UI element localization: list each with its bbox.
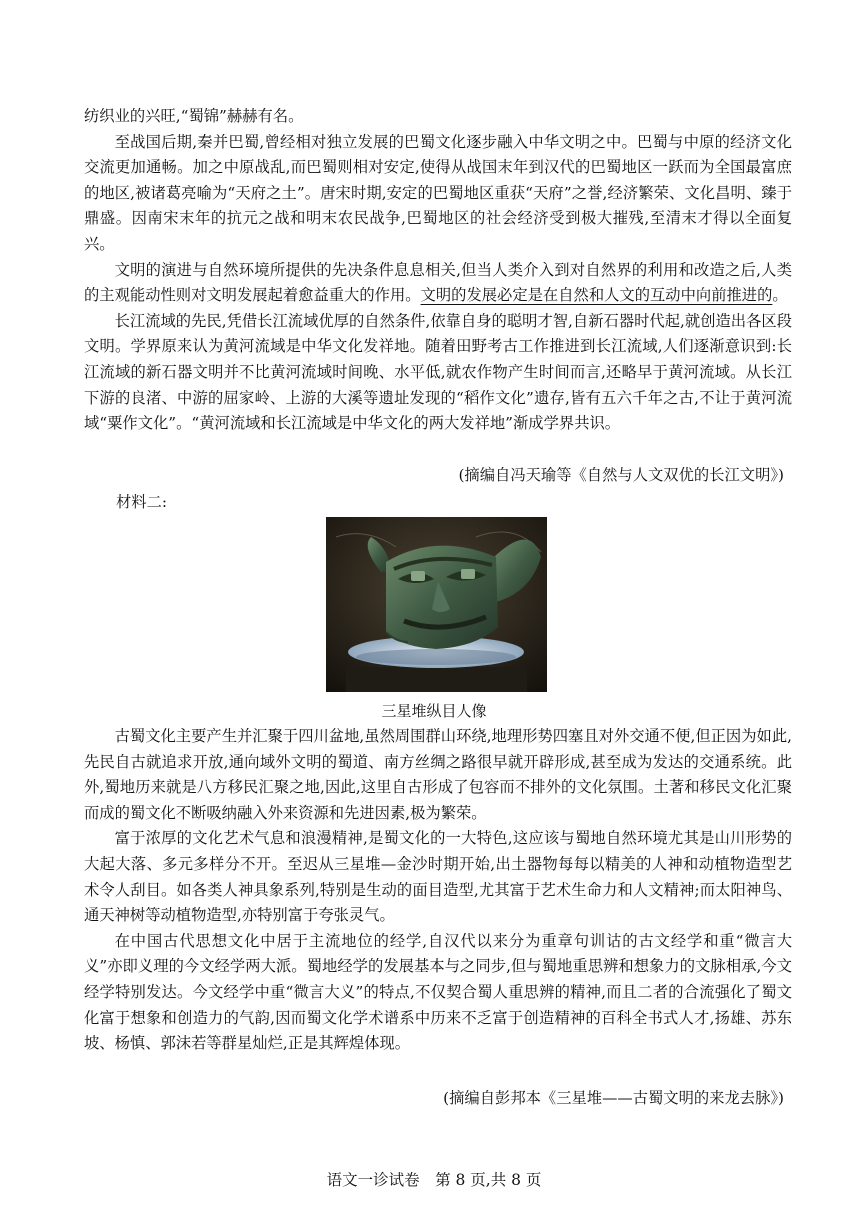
page-footer: 语文一诊试卷 第 8 页,共 8 页 xyxy=(326,1171,542,1189)
sanxingdui-mask-photo xyxy=(326,517,547,692)
passage-block-2 xyxy=(84,724,792,1057)
paragraph-shu-openness: 古蜀文化主要产生并汇聚于四川盆地,虽然周围群山环绕,地理形势四塞且对外交通不便,但正因为如此,先民自古就追求开放,通向域外文明的蜀道、南方丝绸之路很早就开辟形成,甚至成为发达的交通系统。此外,蜀地历来就是八方移民汇聚之地,因此,这里自古形成了包容而不排外的文化氛围。土著和移民文化汇聚而成的蜀文化不断吸纳融入外来资源和先进因素,极为繁荣。 xyxy=(84,727,792,822)
paragraph-end-mark: 。 xyxy=(772,286,788,305)
paragraph-bashu-history: 至战国后期,秦并巴蜀,曾经相对独立发展的巴蜀文化逐步融入中华文明之中。巴蜀与中原的经济文化交流更加通畅。加之中原战乱,而巴蜀则相对安定,使得从战国末年到汉代的巴蜀地区一跃而为全国最富庶的地区,被诸葛亮喻为“天府之土”。唐宋时期,安定的巴蜀地区重获“天府”之誉,经济繁荣、文化昌明、臻于鼎盛。因南宋末年的抗元之战和明末农民战争,巴蜀地区的社会经济受到极大摧残,至清末才得以全面复兴。 xyxy=(84,132,792,253)
passage-block-1 xyxy=(84,104,792,437)
image-caption: 三星堆纵目人像 xyxy=(381,702,487,720)
paragraph-shu-art: 富于浓厚的文化艺术气息和浪漫精神,是蜀文化的一大特色,这应该与蜀地自然环境尤其是山川形势的大起大落、多元多样分不开。至迟从三星堆—金沙时期开始,出土器物每每以精美的人神和动植物造型艺术令人刮目。如各类人神具象系列,特别是生动的面目造型,尤其富于艺术生命力和人文精神;而太阳神鸟、通天神树等动植物造型,亦特别富于夸张灵气。 xyxy=(84,829,792,925)
paragraph-civilization-evolution xyxy=(84,258,792,309)
bronze-mask-image xyxy=(326,517,547,692)
source-citation-1: (摘编自冯天瑜等《自然与人文双优的长江文明》) xyxy=(458,466,784,484)
paragraph-yangtze-origins: 长江流域的先民,凭借长江流域优厚的自然条件,依靠自身的聪明才智,自新石器时代起,就创造出各区段文明。学界原来认为黄河流域是中华文化发祥地。随着田野考古工作推进到长江流域,人们逐渐意识到:长江流域的新石器文明并不比黄河流域时间晚、水平低,就农作物产生时间而言,还略早于黄河流域。从长江下游的良渚、中游的屈家岭、上游的大溪等遗址发现的“稻作文化”遗存,皆有五六千年之古,不让于黄河流域“粟作文化”。“黄河流域和长江流域是中华文化的两大发祥地”渐成学界共识。 xyxy=(84,311,792,433)
paragraph-text: 文明的演进与自然环境所提供的先决条件息息相关,但当人类介入到对自然界的利用和改造之后,人类的主观能动性则对文明发展起着愈益重大的作用。 xyxy=(84,260,792,305)
paragraph-continuation: 纺织业的兴旺,“蜀锦”赫赫有名。 xyxy=(84,107,304,125)
material-2-label: 材料二: xyxy=(116,493,168,511)
source-citation-2: (摘编自彭邦本《三星堆——古蜀文明的来龙去脉》) xyxy=(443,1089,784,1107)
paragraph-shu-classics: 在中国古代思想文化中居于主流地位的经学,自汉代以来分为重章句训诂的古文经学和重“微言大义”亦即义理的今文经学两大派。蜀地经学的发展基本与之同步,但与蜀地重思辨和想象力的文脉相承,今文经学特别发达。今文经学中重“微言大义”的特点,不仅契合蜀人重思辨的精神,而且二者的合流强化了蜀文化富于想象和创造力的气韵,因而蜀文化学术谱系中历来不乏富于创造精神的百科全书式人才,扬雄、苏东坡、杨慎、郭沫若等群星灿烂,正是其辉煌体现。 xyxy=(84,931,792,1053)
underlined-sentence: 文明的发展必定是在自然和人文的互动中向前推进的 xyxy=(420,286,773,305)
